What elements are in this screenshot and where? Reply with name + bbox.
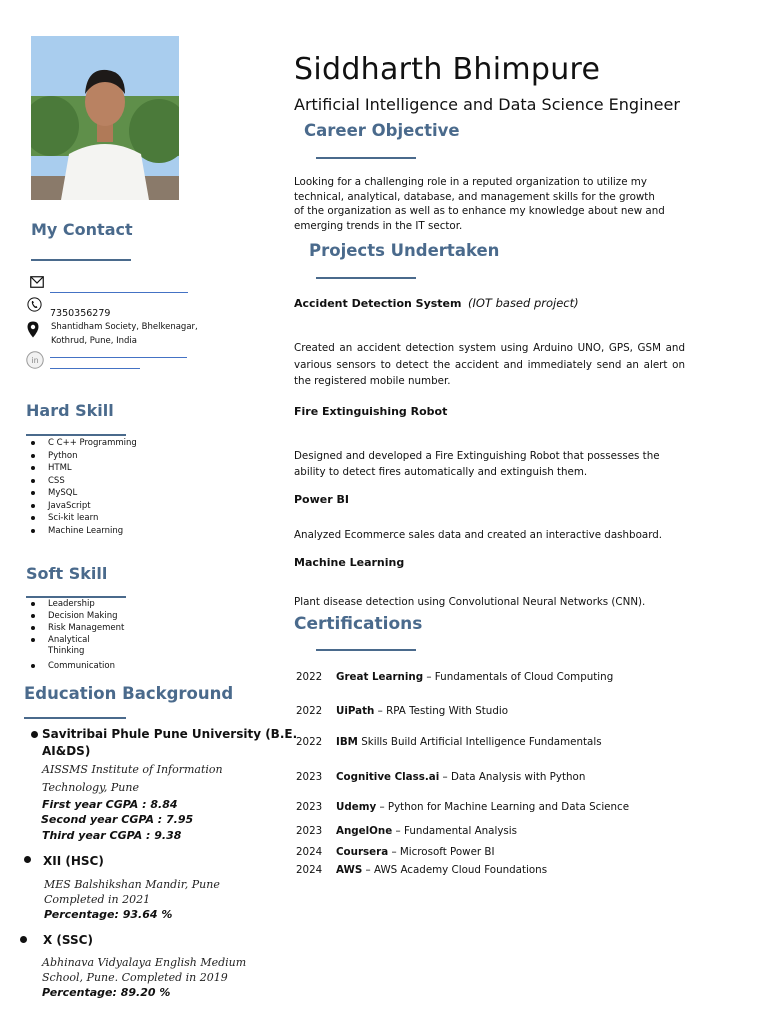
certification-year: 2022: [296, 671, 323, 683]
hard-skill-item: C C++ Programming: [26, 437, 196, 450]
certification-org: UiPath: [336, 705, 375, 717]
certification-row: [296, 825, 517, 837]
certification-name: – AWS Academy Cloud Foundations: [362, 864, 548, 876]
hard-skill-list: [26, 437, 196, 537]
hard-skill-item: Python: [26, 450, 196, 463]
certification-row: [296, 705, 508, 717]
certification-name: – Microsoft Power BI: [388, 846, 495, 858]
project-description: Analyzed Ecommerce sales data and created an interactive dashboard.: [294, 529, 663, 541]
hard-skill-underline: [26, 434, 126, 436]
contact-heading: My Contact: [31, 220, 133, 239]
education-detail: First year CGPA : 8.84: [42, 798, 178, 811]
certification-year: 2023: [296, 771, 323, 783]
certification-year: 2024: [296, 846, 323, 858]
hard-skill-item: JavaScript: [26, 500, 196, 513]
certifications-underline: [316, 649, 416, 651]
education-institution-cont: Technology, Pune: [42, 781, 139, 794]
projects-heading: Projects Undertaken: [309, 241, 500, 260]
soft-skill-item-cont: Thinking: [48, 646, 85, 656]
education-detail: Percentage: 93.64 %: [44, 908, 173, 921]
certifications-heading: Certifications: [294, 614, 423, 634]
certification-name: – Python for Machine Learning and Data Science: [376, 801, 630, 813]
candidate-title: Artificial Intelligence and Data Science Engineer: [294, 95, 680, 114]
hard-skill-item: MySQL: [26, 487, 196, 500]
certification-name: – Fundamental Analysis: [392, 825, 518, 837]
project-note: (IOT based project): [467, 296, 579, 310]
certification-row: [296, 771, 585, 783]
project-description: Plant disease detection using Convolutional Neural Networks (CNN).: [294, 596, 646, 608]
certification-row: [296, 736, 602, 748]
education-detail: Second year CGPA : 7.95: [41, 813, 194, 826]
soft-skill-item: Communication: [26, 660, 196, 673]
svg-text:in: in: [31, 356, 39, 366]
location-pin-icon: [27, 321, 39, 338]
certification-name: – RPA Testing With Studio: [374, 705, 509, 717]
education-title: XII (HSC): [43, 854, 104, 868]
education-title-cont: AI&DS): [42, 744, 91, 758]
certification-name: Skills Build Artificial Intelligence Fundamentals: [357, 736, 602, 748]
career-objective-text: Looking for a challenging role in a reputed organization to utilize my technical, analytical, database, and management skills for the growth of the organization as well as to enhance my knowledge about new and emerging trends in the IT sector.: [294, 176, 665, 232]
hard-skill-item: CSS: [26, 475, 196, 488]
certification-name: – Data Analysis with Python: [439, 771, 586, 783]
education-institution: AISSMS Institute of Information: [42, 763, 223, 776]
education-bullet: [24, 856, 31, 863]
certification-year: 2023: [296, 825, 323, 837]
projects-underline: [316, 277, 416, 279]
certification-row: [296, 671, 613, 683]
project-description: Designed and developed a Fire Extinguishing Robot that possesses the ability to detect fires automatically and extinguish them.: [294, 450, 660, 478]
project-title: Fire Extinguishing Robot: [294, 405, 448, 418]
education-heading: Education Background: [24, 684, 234, 703]
certification-year: 2023: [296, 801, 323, 813]
certification-org: Great Learning: [336, 671, 424, 683]
career-objective-heading: Career Objective: [304, 121, 460, 140]
hard-skill-heading: Hard Skill: [26, 401, 114, 420]
linkedin-link-cont[interactable]: [50, 368, 140, 369]
email-link[interactable]: [50, 292, 188, 293]
soft-skill-heading: Soft Skill: [26, 564, 108, 583]
hard-skill-item: Sci-kit learn: [26, 512, 196, 525]
candidate-name: Siddharth Bhimpure: [294, 52, 601, 87]
project-title: Accident Detection System: [294, 297, 462, 310]
certification-org: AWS: [336, 864, 363, 876]
education-title: Savitribai Phule Pune University (B.E.: [42, 727, 298, 741]
education-detail: Third year CGPA : 9.38: [42, 829, 182, 842]
education-institution-cont: Completed in 2021: [44, 893, 151, 906]
education-institution: MES Balshikshan Mandir, Pune: [44, 878, 220, 891]
project-description: Created an accident detection system using Arduino UNO, GPS, GSM and various sensors to detect the accident and immediately send an alert on the registered mobile number.: [294, 342, 685, 387]
education-bullet: [31, 731, 38, 738]
hard-skill-item: HTML: [26, 462, 196, 475]
soft-skill-item: Risk Management: [26, 622, 196, 634]
phone-icon: [27, 297, 42, 312]
soft-skill-list: [26, 598, 196, 646]
certification-org: Cognitive Class.ai: [336, 771, 440, 783]
certification-row: [296, 801, 629, 813]
certification-org: Coursera: [336, 846, 389, 858]
certification-year: 2024: [296, 864, 323, 876]
soft-skill-item: Leadership: [26, 598, 196, 610]
address-line-2: Kothrud, Pune, India: [51, 336, 137, 346]
phone-number: 7350356279: [50, 308, 111, 319]
certification-name: – Fundamentals of Cloud Computing: [423, 671, 614, 683]
career-underline: [316, 157, 416, 159]
project-title: Power BI: [294, 493, 349, 506]
certification-org: AngelOne: [336, 825, 393, 837]
education-underline: [24, 717, 126, 719]
linkedin-link[interactable]: [50, 357, 187, 358]
soft-skill-item: Decision Making: [26, 610, 196, 622]
certification-year: 2022: [296, 705, 323, 717]
certification-org: IBM: [336, 736, 358, 748]
profile-photo: [31, 36, 179, 200]
linkedin-icon: [26, 351, 44, 369]
project-title: Machine Learning: [294, 556, 405, 569]
certification-year: 2022: [296, 736, 323, 748]
education-institution: Abhinava Vidyalaya English Medium: [42, 956, 247, 969]
soft-skill-item: Analytical: [26, 634, 196, 646]
certification-row: [296, 846, 495, 858]
soft-skill-list-cont: [26, 660, 196, 673]
project-title-row: [294, 296, 579, 310]
address-line-1: Shantidham Society, Bhelkenagar,: [51, 322, 198, 332]
certification-org: Udemy: [336, 801, 377, 813]
email-icon: [30, 276, 44, 288]
education-detail: Percentage: 89.20 %: [42, 986, 171, 999]
education-institution-cont: School, Pune. Completed in 2019: [42, 971, 228, 984]
contact-underline: [31, 259, 131, 261]
education-title: X (SSC): [43, 933, 93, 947]
certification-row: [296, 864, 547, 876]
education-bullet: [20, 936, 27, 943]
hard-skill-item: Machine Learning: [26, 525, 196, 538]
